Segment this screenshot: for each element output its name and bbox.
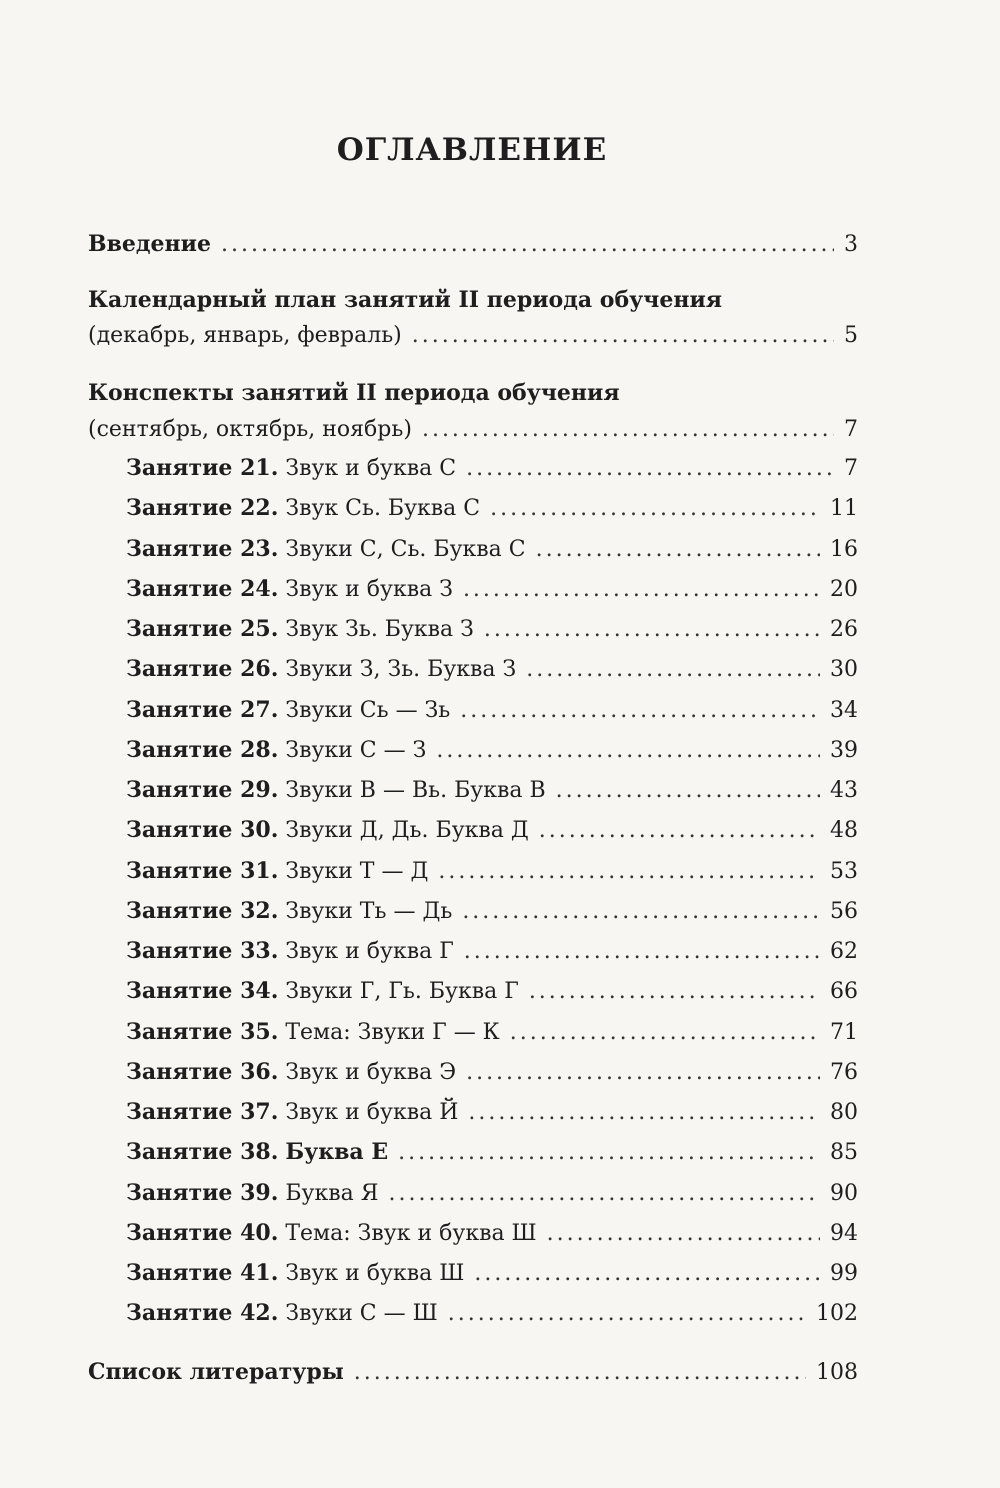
lesson-title: Звуки Г, Гь. Буква Г — [285, 979, 519, 1005]
lesson-title: Звук и буква Г — [285, 939, 454, 964]
page-number: 76 — [830, 1059, 858, 1085]
entry-text — [126, 495, 480, 521]
page-number: 30 — [830, 657, 858, 683]
page-number: 66 — [830, 979, 858, 1005]
entry-text: Введение — [88, 231, 211, 257]
lesson-title: Звуки З, Зь. Буква З — [285, 657, 517, 683]
dot-leader — [536, 537, 820, 562]
lesson-title: Звуки Д, Дь. Буква Д — [285, 818, 529, 844]
entry-text — [126, 978, 519, 1004]
entry-text — [126, 1300, 438, 1326]
lesson-number: Занятие 21. — [126, 455, 279, 481]
dot-leader — [510, 1020, 820, 1045]
entry-text — [126, 576, 453, 602]
entry-text — [126, 1220, 537, 1246]
lesson-title: Звуки Т — Д — [285, 858, 429, 884]
page-number: 3 — [844, 232, 858, 257]
entry-text — [126, 616, 474, 642]
lesson-number: Занятие 36. — [126, 1058, 279, 1085]
dot-leader — [547, 1221, 820, 1246]
entry-text — [126, 697, 450, 723]
page-number: 53 — [830, 858, 858, 884]
entry-text — [126, 1099, 458, 1125]
page-number: 90 — [830, 1180, 858, 1206]
page-number: 71 — [830, 1019, 858, 1045]
lesson-title: Звук Зь. Буква З — [285, 617, 474, 642]
toc-entry-lesson[interactable] — [126, 1300, 858, 1334]
dot-leader — [221, 232, 834, 257]
lesson-title: Звуки Сь — Зь — [285, 697, 451, 723]
toc-entry-lesson[interactable] — [126, 1019, 858, 1053]
page-number: 16 — [830, 536, 858, 562]
entry-text — [126, 777, 546, 803]
dot-leader — [448, 1301, 806, 1326]
lesson-title: Тема: Звук и буква Ш — [285, 1220, 537, 1246]
entry-text — [126, 1019, 500, 1045]
toc-entry-lesson[interactable] — [126, 656, 858, 690]
toc-entry-lesson[interactable] — [126, 616, 858, 650]
page-number: 26 — [830, 617, 858, 642]
entry-text — [126, 898, 452, 924]
page-number: 5 — [844, 323, 858, 348]
toc-entry-lesson[interactable] — [126, 777, 858, 811]
lesson-number: Занятие 38. — [126, 1139, 279, 1166]
lesson-title: Звук и буква С — [285, 456, 457, 481]
lesson-title: Звуки Ть — Дь — [285, 898, 453, 924]
toc-entry-lesson[interactable] — [126, 1220, 858, 1254]
entry-text — [126, 1180, 378, 1206]
lesson-number: Занятие 41. — [126, 1260, 279, 1286]
toc-entry-calendar[interactable] — [88, 323, 858, 357]
page-number: 99 — [830, 1261, 858, 1286]
toc-entry-lesson[interactable] — [126, 817, 858, 851]
lesson-number: Занятие 23. — [126, 535, 279, 562]
dot-leader — [436, 738, 820, 763]
dot-leader — [484, 617, 820, 642]
dot-leader — [556, 778, 820, 803]
lesson-number: Занятие 27. — [126, 696, 279, 723]
lesson-title: Буква Я — [285, 1180, 379, 1206]
dot-leader — [529, 979, 820, 1004]
dot-leader — [466, 1060, 820, 1085]
lesson-number: Занятие 22. — [126, 495, 279, 522]
toc-entry-lesson[interactable] — [126, 858, 858, 892]
toc-entry-lesson[interactable] — [126, 536, 858, 570]
entry-text: (сентябрь, октябрь, ноябрь) — [88, 417, 412, 442]
lesson-title: Звук Сь. Буква С — [285, 496, 481, 522]
dot-leader — [412, 323, 834, 348]
lesson-title: Звук и буква З — [285, 576, 453, 602]
dot-leader — [526, 657, 820, 682]
lesson-title: Буква Е — [285, 1139, 389, 1166]
page-number: 7 — [844, 417, 858, 442]
entry-text: Список литературы — [88, 1359, 344, 1385]
lesson-number: Занятие 29. — [126, 777, 279, 803]
toc-entry-lesson[interactable] — [126, 898, 858, 932]
dot-leader — [460, 698, 820, 723]
lesson-number: Занятие 28. — [126, 736, 279, 763]
dot-leader — [398, 1140, 820, 1165]
dot-leader — [464, 939, 820, 964]
lesson-title: Звуки С, Сь. Буква С — [285, 536, 526, 562]
dot-leader — [466, 456, 834, 481]
toc-entry-literature[interactable] — [88, 1359, 858, 1393]
lesson-number: Занятие 35. — [126, 1018, 279, 1045]
page-number: 11 — [830, 496, 858, 522]
dot-leader — [422, 417, 834, 442]
toc-entry-intro[interactable] — [88, 231, 858, 265]
page-number: 94 — [830, 1220, 858, 1246]
lesson-number: Занятие 24. — [126, 575, 279, 602]
toc-entry-lesson[interactable] — [126, 697, 858, 731]
lesson-number: Занятие 26. — [126, 656, 279, 683]
dot-leader — [463, 577, 820, 602]
lesson-number: Занятие 25. — [126, 616, 279, 642]
dot-leader — [354, 1360, 806, 1385]
entry-text — [126, 1260, 464, 1286]
lesson-title: Звук и буква Й — [285, 1100, 459, 1125]
toc-entry-lesson[interactable] — [126, 455, 858, 489]
page-number: 34 — [830, 697, 858, 723]
page-number: 39 — [830, 737, 858, 763]
page-number: 85 — [830, 1140, 858, 1166]
dot-leader — [438, 859, 820, 884]
lesson-title: Звук и буква Э — [285, 1059, 457, 1085]
dot-leader — [468, 1100, 820, 1125]
lesson-number: Занятие 37. — [126, 1099, 279, 1125]
lesson-title: Звуки В — Вь. Буква В — [285, 778, 546, 803]
notes-heading: Конспекты занятий II периода обучения — [88, 380, 620, 406]
toc-entry-lesson[interactable] — [126, 938, 858, 972]
dot-leader — [539, 818, 820, 843]
dot-leader — [388, 1181, 820, 1206]
page-number: 20 — [830, 576, 858, 602]
entry-text — [126, 938, 454, 964]
entry-text — [126, 737, 426, 763]
page-number: 48 — [830, 818, 858, 844]
page-number: 7 — [844, 456, 858, 481]
lesson-number: Занятие 30. — [126, 817, 279, 844]
toc-entry-lesson[interactable] — [126, 1180, 858, 1214]
lesson-number: Занятие 32. — [126, 897, 279, 924]
lesson-number: Занятие 42. — [126, 1300, 279, 1327]
toc-entry-lesson[interactable] — [126, 1099, 858, 1133]
toc-entry-lesson[interactable] — [126, 495, 858, 529]
toc-entry-lesson[interactable] — [126, 1059, 858, 1093]
lesson-title: Звуки С — Ш — [285, 1301, 438, 1327]
lesson-title: Звук и буква Ш — [285, 1261, 465, 1286]
lesson-title: Тема: Звуки Г — К — [285, 1019, 500, 1045]
page-number: 62 — [830, 939, 858, 964]
lesson-number: Занятие 31. — [126, 857, 279, 884]
lesson-number: Занятие 40. — [126, 1219, 279, 1246]
calendar-heading: Календарный план занятий II периода обучения — [88, 287, 723, 313]
page-number: 43 — [830, 778, 858, 803]
entry-text — [126, 858, 428, 884]
toc-entry-lesson[interactable] — [126, 737, 858, 771]
page-title: ОГЛАВЛЕНИЕ — [336, 132, 608, 168]
entry-text — [126, 656, 516, 682]
toc-entry-lesson[interactable] — [126, 576, 858, 610]
dot-leader — [462, 899, 820, 924]
dot-leader — [474, 1261, 820, 1286]
page-number: 80 — [830, 1100, 858, 1125]
entry-text: (декабрь, январь, февраль) — [88, 323, 402, 348]
lesson-number: Занятие 33. — [126, 938, 279, 964]
page-number: 56 — [830, 898, 858, 924]
lesson-title: Звуки С — З — [285, 737, 427, 763]
dot-leader — [490, 496, 820, 521]
lesson-number: Занятие 34. — [126, 978, 279, 1005]
entry-text — [126, 817, 529, 843]
entry-text — [126, 1059, 456, 1085]
toc-entry-lesson[interactable] — [126, 1260, 858, 1294]
page-number: 102 — [816, 1301, 858, 1327]
toc-entry-notes[interactable] — [88, 417, 858, 451]
lesson-number: Занятие 39. — [126, 1179, 279, 1206]
entry-text — [126, 1139, 388, 1165]
entry-text — [126, 455, 456, 481]
entry-text — [126, 536, 526, 562]
toc-entry-lesson[interactable] — [126, 1139, 858, 1173]
toc-entry-lesson[interactable] — [126, 978, 858, 1012]
page-number: 108 — [816, 1360, 858, 1385]
